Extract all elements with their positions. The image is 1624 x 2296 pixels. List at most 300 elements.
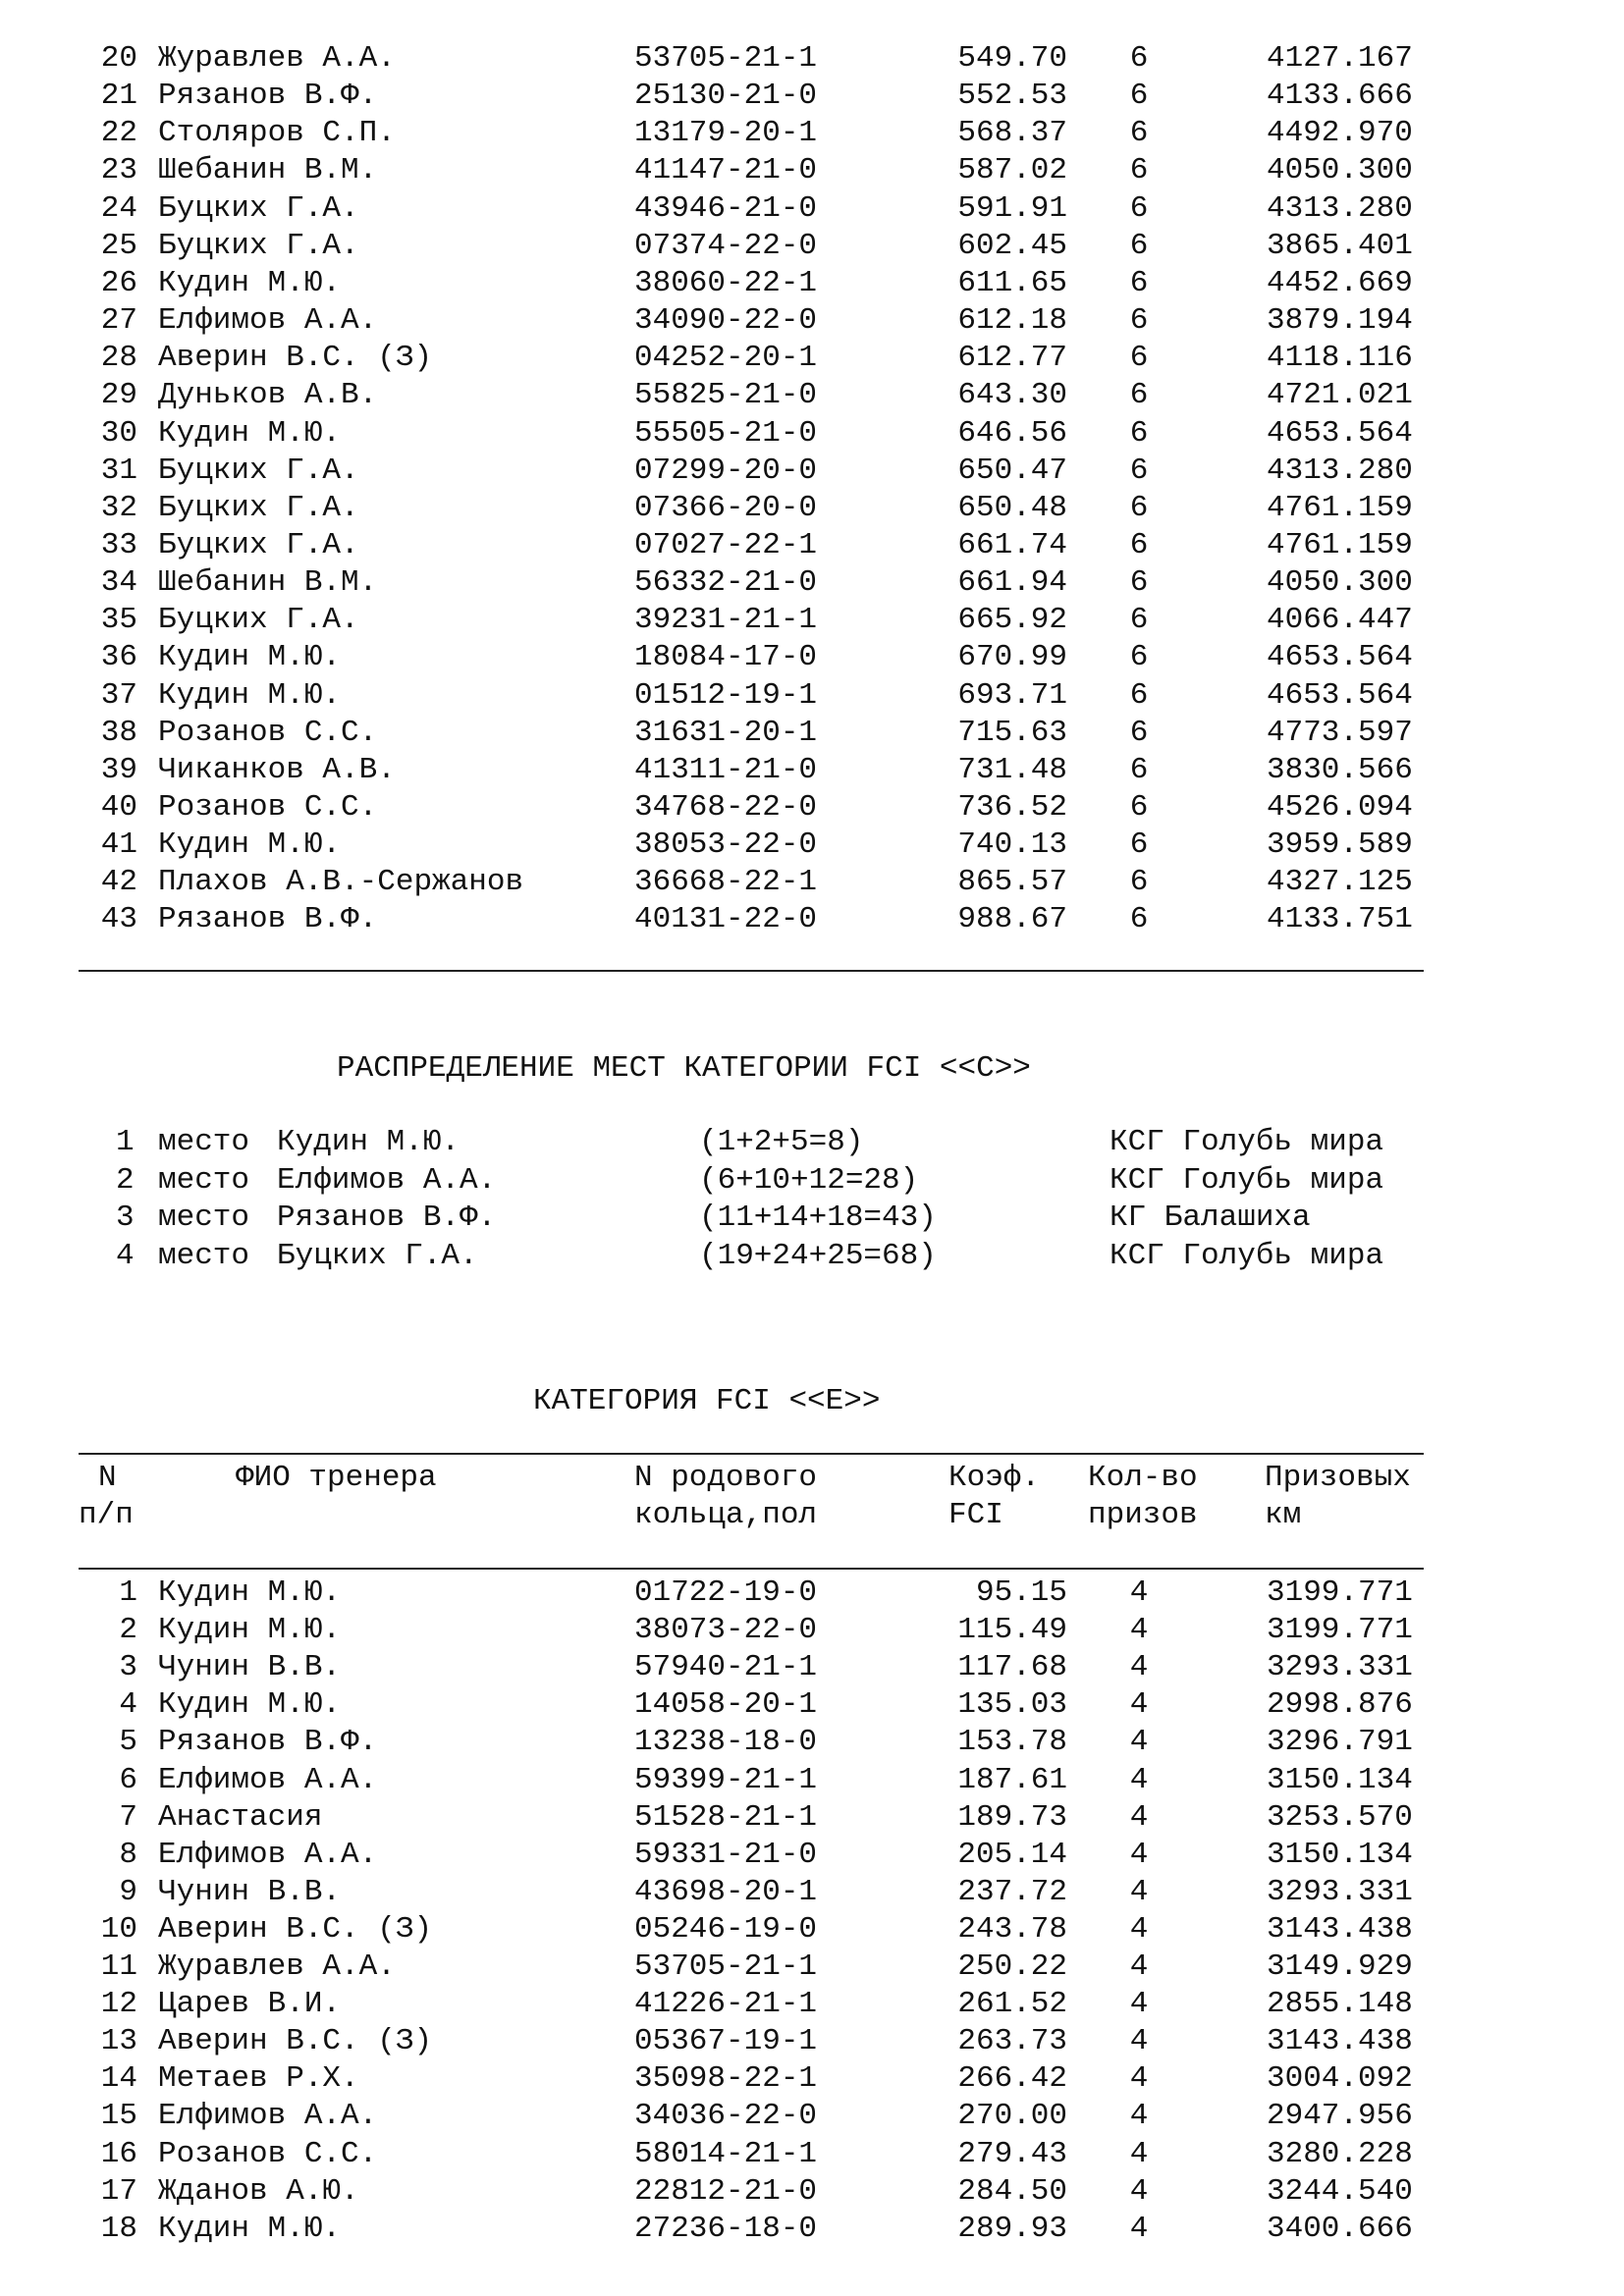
prize-count: 4 [1129,1799,1149,1835]
row-number: 40 [100,790,137,825]
place-score: (1+2+5=8) [699,1125,864,1159]
ring-number: 04252-20-1 [634,341,818,376]
trainer-name: Журавлев А.А. [158,1949,396,1984]
table-row [0,340,1624,377]
fci-coefficient: 189.73 [957,1799,1067,1835]
placement-row [0,1238,1624,1275]
table-row [0,602,1624,639]
trainer-name: Буцких Г.А. [158,228,359,263]
place-label: место [158,1238,250,1273]
ring-number: 25130-21-0 [634,79,818,114]
trainer-name: Столяров С.П. [158,116,396,151]
place-number: 4 [116,1238,135,1273]
prize-km: 3143.438 [1267,1911,1413,1947]
header-km-sub: км [1265,1498,1302,1532]
prize-km: 4653.564 [1267,677,1413,713]
trainer-name: Кудин М.Ю. [158,1613,342,1648]
trainer-name: Рязанов В.Ф. [158,79,378,114]
header-prizes: Кол-во [1088,1461,1198,1495]
prize-count: 6 [1129,752,1149,787]
table-divider [79,1453,1424,1455]
table-row [0,415,1624,453]
prize-km: 3280.228 [1267,2136,1413,2171]
prize-km: 4313.280 [1267,453,1413,488]
table-row [0,752,1624,789]
ring-number: 57940-21-1 [634,1650,818,1685]
prize-km: 4050.300 [1267,153,1413,188]
prize-count: 4 [1129,1987,1149,2022]
fci-coefficient: 187.61 [957,1762,1067,1797]
fci-coefficient: 237.72 [957,1874,1067,1909]
prize-count: 4 [1129,1575,1149,1610]
place-score: (11+14+18=43) [699,1201,937,1235]
fci-coefficient: 988.67 [957,902,1067,937]
row-number: 42 [100,865,137,900]
prize-km: 3199.771 [1267,1575,1413,1610]
prize-count: 4 [1129,1911,1149,1947]
fci-coefficient: 243.78 [957,1911,1067,1947]
ring-number: 07366-20-0 [634,490,818,525]
prize-count: 6 [1129,303,1149,339]
table-row [0,1949,1624,1986]
header-km: Призовых [1265,1461,1411,1495]
row-number: 32 [100,490,137,525]
trainer-name: Шебанин В.М. [158,153,378,188]
row-number: 29 [100,378,137,413]
row-number: 36 [100,640,137,675]
prize-count: 6 [1129,865,1149,900]
prize-count: 6 [1129,640,1149,675]
ring-number: 38060-22-1 [634,265,818,300]
trainer-name: Рязанов В.Ф. [158,1725,378,1760]
ring-number: 55505-21-0 [634,415,818,451]
fci-coefficient: 643.30 [957,378,1067,413]
ring-number: 27236-18-0 [634,2211,818,2246]
row-number: 33 [100,527,137,562]
prize-km: 3143.438 [1267,2024,1413,2059]
row-number: 11 [100,1949,137,1984]
prize-count: 6 [1129,341,1149,376]
row-number: 3 [119,1650,137,1685]
ring-number: 07374-22-0 [634,228,818,263]
row-number: 21 [100,79,137,114]
place-label: место [158,1162,250,1198]
row-number: 23 [100,153,137,188]
ring-number: 53705-21-1 [634,41,818,76]
trainer-name: Кудин М.Ю. [158,1575,342,1610]
row-number: 1 [119,1575,137,1610]
table-row [0,639,1624,676]
row-number: 22 [100,116,137,151]
prize-km: 4653.564 [1267,415,1413,451]
row-number: 2 [119,1613,137,1648]
row-number: 20 [100,41,137,76]
trainer-name: Шебанин В.М. [158,565,378,601]
fci-coefficient: 549.70 [957,41,1067,76]
prize-count: 6 [1129,153,1149,188]
row-number: 10 [100,1911,137,1947]
row-number: 27 [100,303,137,339]
table-row [0,2136,1624,2173]
table-row [0,78,1624,115]
prize-count: 4 [1129,2024,1149,2059]
fci-coefficient: 95.15 [975,1575,1067,1610]
ring-number: 13179-20-1 [634,116,818,151]
row-number: 14 [100,2061,137,2097]
fci-coefficient: 731.48 [957,752,1067,787]
fci-coefficient: 740.13 [957,828,1067,863]
trainer-name: Рязанов В.Ф. [158,902,378,937]
prize-count: 6 [1129,116,1149,151]
row-number: 35 [100,603,137,638]
prize-count: 6 [1129,565,1149,601]
fci-coefficient: 587.02 [957,153,1067,188]
prize-count: 6 [1129,41,1149,76]
fci-coefficient: 591.91 [957,190,1067,226]
trainer-name: Елфимов А.А. [158,1762,378,1797]
place-number: 3 [116,1201,135,1235]
row-number: 38 [100,715,137,750]
trainer-name: Буцких Г.А. [158,603,359,638]
row-number: 26 [100,265,137,300]
ring-number: 34036-22-0 [634,2099,818,2134]
ring-number: 01722-19-0 [634,1575,818,1610]
ring-number: 43946-21-0 [634,190,818,226]
trainer-name: Чиканков А.В. [158,752,396,787]
row-number: 4 [119,1687,137,1723]
header-coef-sub: FCI [948,1498,1003,1532]
fci-coefficient: 250.22 [957,1949,1067,1984]
table-row [0,265,1624,302]
row-number: 8 [119,1837,137,1872]
header-coef: Коэф. [948,1461,1041,1495]
place-score: (6+10+12=28) [699,1162,919,1198]
club-name: КСГ Голубь мира [1110,1125,1384,1159]
ring-number: 58014-21-1 [634,2136,818,2171]
prize-count: 6 [1129,228,1149,263]
ring-number: 31631-20-1 [634,715,818,750]
table-row [0,827,1624,864]
placement-row [0,1162,1624,1200]
prize-km: 3004.092 [1267,2061,1413,2097]
trainer-name: Елфимов А.А. [158,1837,378,1872]
table-row [0,1686,1624,1724]
prize-count: 6 [1129,715,1149,750]
fci-coefficient: 289.93 [957,2211,1067,2246]
ring-number: 14058-20-1 [634,1687,818,1723]
table-row [0,40,1624,78]
fci-coefficient: 279.43 [957,2136,1067,2171]
trainer-name: Кудин М.Ю. [158,677,342,713]
prize-count: 4 [1129,2136,1149,2171]
table-row [0,1649,1624,1686]
prize-count: 6 [1129,79,1149,114]
prize-km: 4050.300 [1267,565,1413,601]
prize-km: 2998.876 [1267,1687,1413,1723]
table-row [0,152,1624,189]
prize-count: 6 [1129,677,1149,713]
table-row [0,1575,1624,1612]
table-row [0,190,1624,228]
prize-km: 3199.771 [1267,1613,1413,1648]
ring-number: 34768-22-0 [634,790,818,825]
table-row [0,302,1624,340]
prize-km: 2855.148 [1267,1987,1413,2022]
fci-coefficient: 552.53 [957,79,1067,114]
prize-count: 4 [1129,1949,1149,1984]
trainer-name: Елфимов А.А. [158,2099,378,2134]
prize-km: 4313.280 [1267,190,1413,226]
row-number: 30 [100,415,137,451]
trainer-name: Буцких Г.А. [158,453,359,488]
fci-coefficient: 665.92 [957,603,1067,638]
ring-number: 07027-22-1 [634,527,818,562]
trainer-name: Аверин В.С. (З) [158,2024,433,2059]
trainer-name: Кудин М.Ю. [158,415,342,451]
trainer-name: Метаев Р.Х. [158,2061,359,2097]
row-number: 25 [100,228,137,263]
table-row [0,453,1624,490]
fci-coefficient: 284.50 [957,2173,1067,2209]
club-name: КГ Балашиха [1110,1201,1311,1235]
row-number: 24 [100,190,137,226]
placement-title: РАСПРЕДЕЛЕНИЕ МЕСТ КАТЕГОРИИ FCI <<C>> [337,1051,1031,1086]
table-row [0,1986,1624,2023]
club-name: КСГ Голубь мира [1110,1238,1384,1273]
prize-count: 6 [1129,490,1149,525]
header-ring: N родового [634,1461,818,1495]
fci-coefficient: 115.49 [957,1613,1067,1648]
prize-count: 6 [1129,603,1149,638]
fci-coefficient: 568.37 [957,116,1067,151]
row-number: 9 [119,1874,137,1909]
table-row [0,1911,1624,1949]
prize-km: 3149.929 [1267,1949,1413,1984]
fci-coefficient: 650.48 [957,490,1067,525]
table-row [0,1724,1624,1761]
row-number: 31 [100,453,137,488]
ring-number: 05367-19-1 [634,2024,818,2059]
row-number: 16 [100,2136,137,2171]
trainer-name: Журавлев А.А. [158,41,396,76]
prize-km: 3959.589 [1267,828,1413,863]
row-number: 5 [119,1725,137,1760]
table-row [0,901,1624,938]
ring-number: 41311-21-0 [634,752,818,787]
place-score: (19+24+25=68) [699,1238,937,1273]
table-row [0,864,1624,901]
trainer-name: Елфимов А.А. [277,1162,497,1198]
trainer-name: Розанов С.С. [158,790,378,825]
fci-coefficient: 661.94 [957,565,1067,601]
prize-km: 3400.666 [1267,2211,1413,2246]
fci-coefficient: 670.99 [957,640,1067,675]
prize-count: 4 [1129,1650,1149,1685]
fci-coefficient: 715.63 [957,715,1067,750]
row-number: 15 [100,2099,137,2134]
place-label: место [158,1201,250,1235]
ring-number: 40131-22-0 [634,902,818,937]
trainer-name: Кудин М.Ю. [158,828,342,863]
table-row [0,715,1624,752]
prize-km: 2947.956 [1267,2099,1413,2134]
header-num: N [98,1461,117,1495]
ring-number: 38053-22-0 [634,828,818,863]
table-row [0,2023,1624,2060]
prize-count: 6 [1129,527,1149,562]
prize-km: 3879.194 [1267,303,1413,339]
row-number: 41 [100,828,137,863]
prize-km: 4452.669 [1267,265,1413,300]
fci-coefficient: 261.52 [957,1987,1067,2022]
table-row [0,564,1624,602]
prize-km: 4127.167 [1267,41,1413,76]
ring-number: 13238-18-0 [634,1725,818,1760]
row-number: 34 [100,565,137,601]
prize-km: 3865.401 [1267,228,1413,263]
table-row [0,2173,1624,2211]
table-row [0,677,1624,715]
row-number: 13 [100,2024,137,2059]
fci-coefficient: 205.14 [957,1837,1067,1872]
prize-count: 4 [1129,1837,1149,1872]
trainer-name: Жданов А.Ю. [158,2173,359,2209]
prize-count: 4 [1129,2061,1149,2097]
trainer-name: Чунин В.В. [158,1650,342,1685]
trainer-name: Кудин М.Ю. [158,640,342,675]
ring-number: 53705-21-1 [634,1949,818,1984]
prize-km: 4327.125 [1267,865,1413,900]
prize-count: 6 [1129,265,1149,300]
trainer-name: Чунин В.В. [158,1874,342,1909]
prize-count: 4 [1129,1613,1149,1648]
prize-km: 4773.597 [1267,715,1413,750]
table-row [0,1837,1624,1874]
place-number: 1 [116,1125,135,1159]
fci-coefficient: 693.71 [957,677,1067,713]
place-number: 2 [116,1162,135,1198]
row-number: 6 [119,1762,137,1797]
table-row [0,527,1624,564]
ring-number: 56332-21-0 [634,565,818,601]
ring-number: 38073-22-0 [634,1613,818,1648]
ring-number: 05246-19-0 [634,1911,818,1947]
trainer-name: Аверин В.С. (З) [158,341,433,376]
prize-km: 3244.540 [1267,2173,1413,2209]
prize-count: 6 [1129,790,1149,825]
ring-number: 07299-20-0 [634,453,818,488]
prize-km: 4653.564 [1267,640,1413,675]
club-name: КСГ Голубь мира [1110,1162,1384,1198]
trainer-name: Розанов С.С. [158,715,378,750]
prize-count: 6 [1129,415,1149,451]
prize-km: 3150.134 [1267,1762,1413,1797]
prize-count: 6 [1129,828,1149,863]
trainer-name: Царев В.И. [158,1987,342,2022]
fci-coefficient: 661.74 [957,527,1067,562]
fci-coefficient: 865.57 [957,865,1067,900]
prize-km: 4133.751 [1267,902,1413,937]
table-row [0,490,1624,527]
table-row [0,1799,1624,1837]
row-number: 28 [100,341,137,376]
fci-coefficient: 270.00 [957,2099,1067,2134]
trainer-name: Анастасия [158,1799,323,1835]
prize-count: 6 [1129,190,1149,226]
prize-km: 3296.791 [1267,1725,1413,1760]
ring-number: 36668-22-1 [634,865,818,900]
table-row [0,115,1624,152]
fci-coefficient: 650.47 [957,453,1067,488]
prize-count: 4 [1129,2211,1149,2246]
prize-count: 4 [1129,1762,1149,1797]
prize-km: 3293.331 [1267,1650,1413,1685]
trainer-name: Рязанов В.Ф. [277,1201,497,1235]
trainer-name: Дуньков А.В. [158,378,378,413]
ring-number: 41147-21-0 [634,153,818,188]
table-divider [79,1568,1424,1570]
row-number: 18 [100,2211,137,2246]
row-number: 37 [100,677,137,713]
prize-km: 4066.447 [1267,603,1413,638]
trainer-name: Плахов А.В.-Сержанов [158,865,524,900]
fci-coefficient: 263.73 [957,2024,1067,2059]
prize-km: 4526.094 [1267,790,1413,825]
fci-coefficient: 736.52 [957,790,1067,825]
header-prizes-sub: призов [1088,1498,1198,1532]
placement-row [0,1124,1624,1161]
prize-count: 4 [1129,2099,1149,2134]
fci-coefficient: 612.18 [957,303,1067,339]
ring-number: 55825-21-0 [634,378,818,413]
prize-km: 3253.570 [1267,1799,1413,1835]
trainer-name: Буцких Г.А. [158,490,359,525]
prize-count: 6 [1129,902,1149,937]
ring-number: 59331-21-0 [634,1837,818,1872]
prize-km: 3150.134 [1267,1837,1413,1872]
trainer-name: Розанов С.С. [158,2136,378,2171]
trainer-name: Буцких Г.А. [277,1238,478,1273]
fci-coefficient: 266.42 [957,2061,1067,2097]
prize-km: 4118.116 [1267,341,1413,376]
ring-number: 22812-21-0 [634,2173,818,2209]
fci-coefficient: 117.68 [957,1650,1067,1685]
prize-count: 4 [1129,2173,1149,2209]
table-row [0,789,1624,827]
placement-row [0,1200,1624,1237]
ring-number: 39231-21-1 [634,603,818,638]
fci-coefficient: 611.65 [957,265,1067,300]
header-ring-sub: кольца,пол [634,1498,818,1532]
row-number: 7 [119,1799,137,1835]
ring-number: 34090-22-0 [634,303,818,339]
table-row [0,228,1624,265]
ring-number: 18084-17-0 [634,640,818,675]
table-row [0,1612,1624,1649]
prize-km: 3293.331 [1267,1874,1413,1909]
prize-count: 4 [1129,1874,1149,1909]
fci-coefficient: 646.56 [957,415,1067,451]
category-e-title: КАТЕГОРИЯ FCI <<E>> [533,1384,881,1418]
table-row [0,2060,1624,2098]
prize-km: 4761.159 [1267,527,1413,562]
row-number: 39 [100,752,137,787]
prize-km: 4761.159 [1267,490,1413,525]
ring-number: 41226-21-1 [634,1987,818,2022]
row-number: 17 [100,2173,137,2209]
trainer-name: Кудин М.Ю. [158,2211,342,2246]
table-row [0,2098,1624,2135]
